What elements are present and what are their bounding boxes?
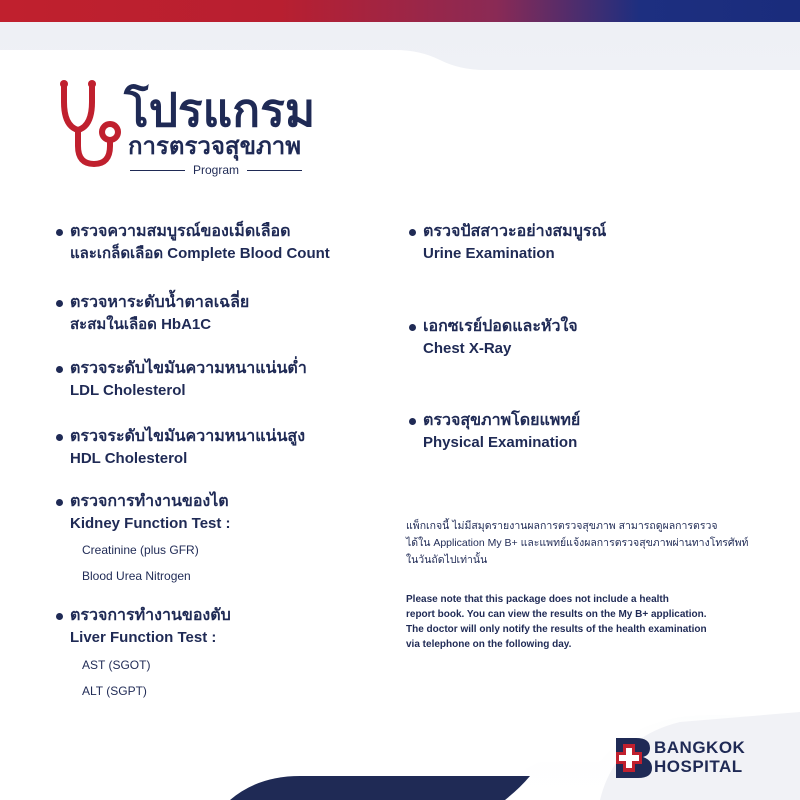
item-title-en: Kidney Function Test : [70, 515, 231, 532]
item-title-th: ตรวจปัสสาวะอย่างสมบูรณ์ [423, 223, 607, 240]
item-title-en: Urine Examination [423, 245, 555, 262]
logo-line1: BANGKOK [654, 738, 746, 757]
page-title: โปรแกรม [124, 84, 316, 136]
list-item-ldl [56, 358, 307, 402]
note-line: ได้ใน Application My B+ และแพทย์แจ้งผลการตรวจสุขภาพผ่านทางโทรศัพท์ [406, 537, 749, 549]
item-title-th: ตรวจการทำงานของตับ [70, 607, 231, 624]
bullet-icon [56, 366, 63, 373]
item-title-en: Liver Function Test : [70, 629, 217, 646]
bangkok-hospital-logo [616, 738, 776, 778]
sub-item: AST (SGOT) [82, 658, 151, 672]
bullet-icon [409, 324, 416, 331]
item-title-en: Physical Examination [423, 434, 578, 451]
sub-item: ALT (SGPT) [82, 684, 147, 698]
list-item-cbc [56, 221, 330, 265]
item-title-en: LDL Cholesterol [70, 382, 186, 399]
logo-text [654, 738, 745, 776]
bullet-icon [56, 499, 63, 506]
title-block [56, 80, 356, 180]
divider-left [130, 170, 185, 171]
bullet-icon [56, 434, 63, 441]
page-subtitle: การตรวจสุขภาพ [128, 133, 302, 160]
divider-right [247, 170, 302, 171]
note-line: report book. You can view the results on the My B+ application. [406, 609, 707, 620]
stethoscope-icon [56, 80, 126, 172]
bullet-icon [56, 613, 63, 620]
list-item-hdl [56, 426, 305, 470]
sub-item: Blood Urea Nitrogen [82, 569, 191, 583]
bullet-icon [56, 229, 63, 236]
list-item-liver [56, 605, 231, 699]
item-title-th: ตรวจความสมบูรณ์ของเม็ดเลือด [70, 223, 291, 240]
note-thai [406, 518, 776, 569]
program-text: Program [193, 163, 240, 177]
item-title-th: ตรวจสุขภาพโดยแพทย์ [423, 412, 581, 429]
bangkok-hospital-logo-icon [616, 738, 652, 778]
note-line: แพ็กเกจนี้ ไม่มีสมุดรายงานผลการตรวจสุขภาพ สามารถดูผลการตรวจ [406, 520, 718, 532]
note-line: ในวันถัดไปเท่านั้น [406, 554, 488, 566]
item-title-en: และเกล็ดเลือด Complete Blood Count [70, 245, 330, 262]
item-title-th: ตรวจการทำงานของไต [70, 493, 229, 510]
list-item-hba1c [56, 292, 249, 336]
bullet-icon [56, 300, 63, 307]
note-line: via telephone on the following day. [406, 639, 572, 650]
list-item-xray [409, 316, 578, 360]
top-accent-bar [0, 0, 800, 22]
item-title-th: ตรวจหาระดับน้ำตาลเฉลี่ย [70, 294, 250, 311]
list-item-kidney [56, 491, 231, 584]
list-item-physical [409, 410, 580, 454]
note-english [406, 592, 776, 652]
sub-item: Creatinine (plus GFR) [82, 543, 199, 557]
item-title-th: เอกซเรย์ปอดและหัวใจ [423, 318, 578, 335]
bullet-icon [409, 418, 416, 425]
item-title-th: ตรวจระดับไขมันความหนาแน่นต่ำ [70, 360, 307, 377]
item-title-en: HDL Cholesterol [70, 450, 188, 467]
logo-line2: HOSPITAL [654, 757, 743, 776]
note-line: The doctor will only notify the results of the health examination [406, 624, 707, 635]
item-title-en: Chest X-Ray [423, 340, 512, 357]
bullet-icon [409, 229, 416, 236]
item-title-en: สะสมในเลือด HbA1C [70, 316, 212, 333]
note-line: Please note that this package does not include a health [406, 594, 669, 605]
list-item-urine [409, 221, 606, 265]
program-label [130, 162, 302, 178]
item-title-th: ตรวจระดับไขมันความหนาแน่นสูง [70, 428, 305, 445]
